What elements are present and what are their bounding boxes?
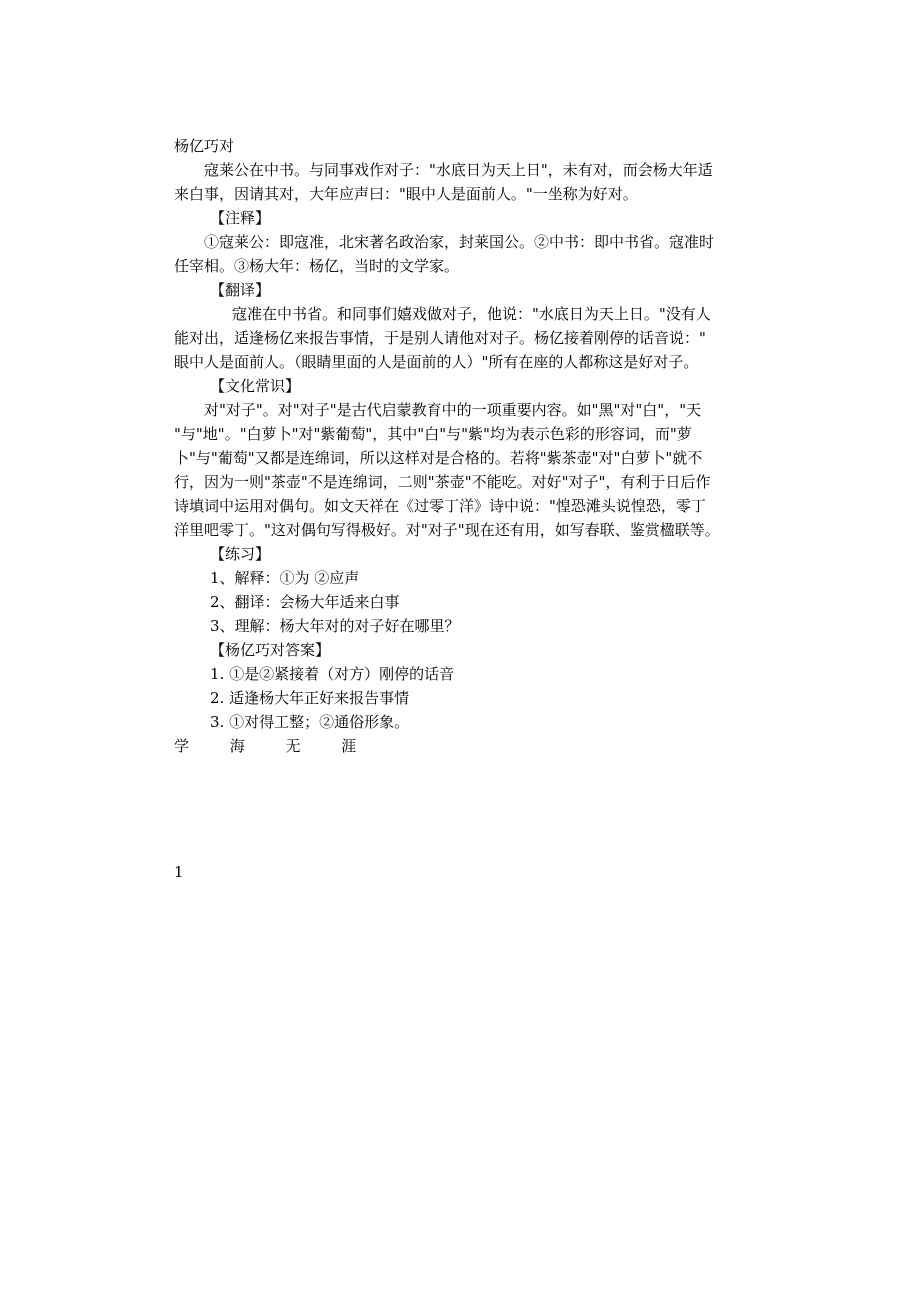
exercise-item: 3、理解：杨大年对的对子好在哪里？ [210,617,460,635]
translation-heading: 【翻译】 [210,281,271,299]
translation-line: 寇准在中书省。和同事们嬉戏做对子，他说："水底日为天上日。"没有人 [232,305,711,323]
translation-line: 能对出，适逢杨亿来报告事情，于是别人请他对对子。杨亿接着刚停的话音说：" [174,329,706,347]
culture-line: 卜"与"葡萄"又都是连绵词，所以这样对是合格的。若将"紫茶壶"对"白萝卜"就不 [174,449,703,467]
culture-heading: 【文化常识】 [210,377,301,395]
translation-line: 眼中人是面前人。（眼睛里面的人是面前的人）"所有在座的人都称这是好对子。 [174,353,699,371]
footer-motto: 学 海 无 涯 [174,737,375,755]
exercise-heading: 【练习】 [210,545,271,563]
culture-line: 诗填词中运用对偶句。如文天祥在《过零丁洋》诗中说："惶恐滩头说惶恐，零丁 [174,497,706,515]
culture-line: 对"对子"。对"对子"是古代启蒙教育中的一项重要内容。如"黑"对"白"，"天 [204,401,702,419]
notes-line: 任宰相。③杨大年：杨亿，当时的文学家。 [174,257,460,275]
answer-item: 1. ①是②紧接着（对方）刚停的话音 [210,665,455,683]
document-title: 杨亿巧对 [174,137,235,155]
culture-line: 洋里吧零丁。"这对偶句写得极好。对"对子"现在还有用，如写春联、鉴赏楹联等。 [174,521,720,539]
answer-item: 3. ①对得工整；②通俗形象。 [210,713,410,731]
answer-item: 2. 适逢杨大年正好来报告事情 [210,689,410,707]
culture-line: 行，因为一则"茶壶"不是连绵词，二则"茶壶"不能吃。对好"对子"，有利于日后作 [174,473,711,491]
story-line: 寇莱公在中书。与同事戏作对子："水底日为天上日"，未有对，而会杨大年适 [204,161,713,179]
culture-line: "与"地"。"白萝卜"对"紫葡萄"，其中"白"与"紫"均为表示色彩的形容词，而"萝 [174,425,692,443]
story-line: 来白事，因请其对，大年应声曰："眼中人是面前人。"一坐称为好对。 [174,185,638,203]
exercise-item: 2、翻译：会杨大年适来白事 [210,593,400,611]
notes-line: ①寇莱公：即寇准，北宋著名政治家，封莱国公。②中书：即中书省。寇准时 [204,233,715,251]
document-body [174,134,744,758]
answers-heading: 【杨亿巧对答案】 [210,641,331,659]
notes-heading: 【注释】 [210,209,271,227]
exercise-item: 1、解释：①为 ②应声 [210,569,360,587]
page-number: 1 [174,863,184,881]
